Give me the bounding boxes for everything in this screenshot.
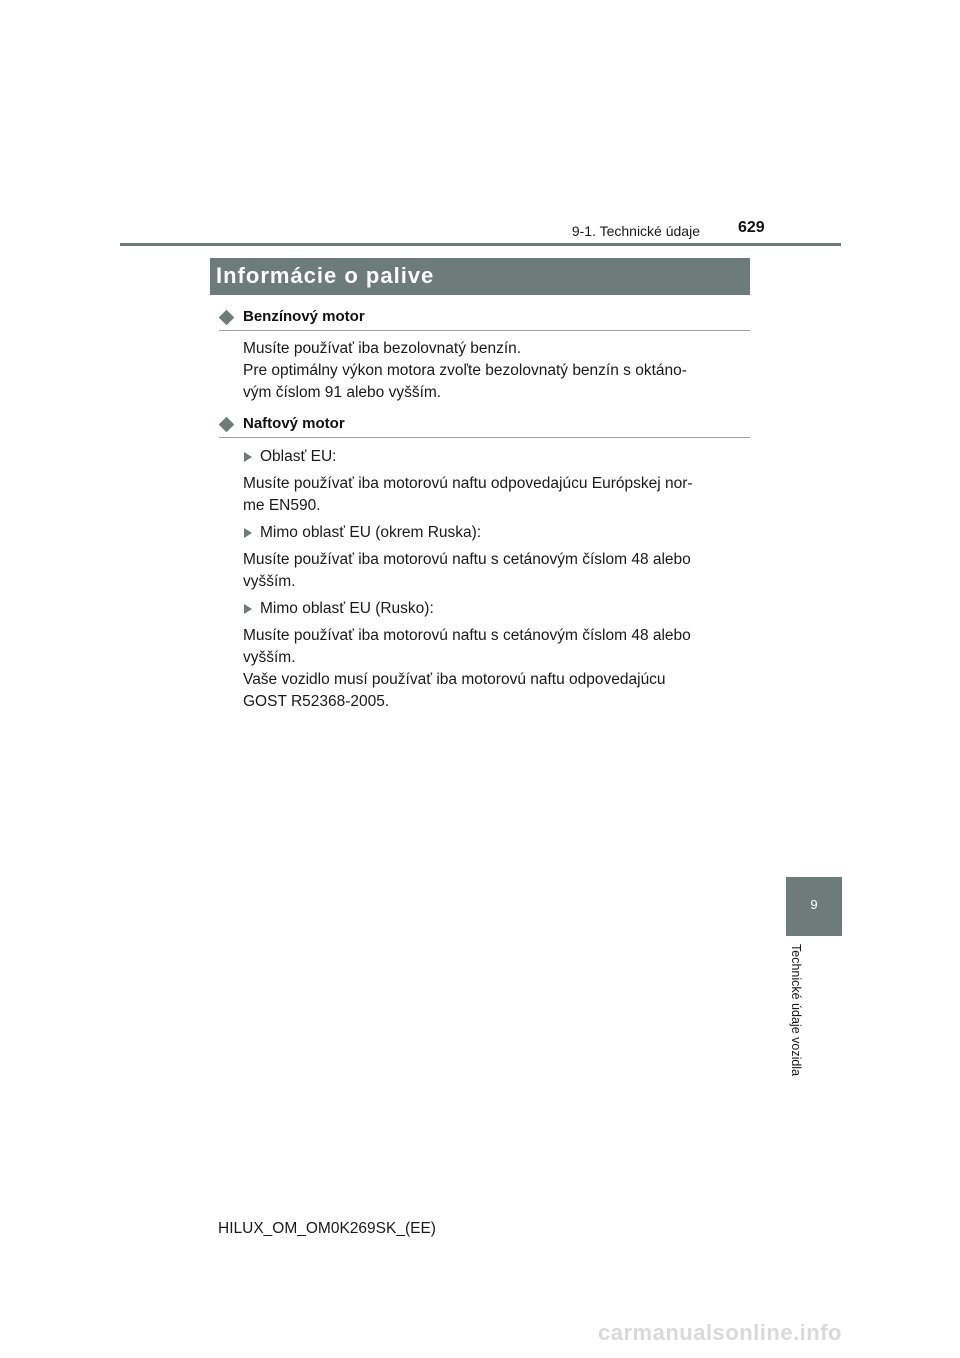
chapter-label: Technické údaje vozidla: [789, 944, 803, 1077]
watermark: carmanualsonline.info: [598, 1320, 842, 1345]
diesel-heading-rule: [219, 437, 750, 438]
diesel-item-label: [243, 522, 745, 544]
gasoline-heading: [219, 307, 749, 331]
gasoline-line: Musíte používať iba bezolovnatý benzín.: [243, 340, 522, 357]
diesel-item-line: vyšším.: [243, 649, 296, 666]
diesel-item-label: [243, 598, 745, 620]
diesel-heading-text: Naftový motor: [243, 415, 345, 432]
section-label: 9-1. Technické údaje: [571, 223, 700, 239]
diesel-heading: [219, 414, 749, 438]
chapter-tab: [786, 877, 842, 936]
title-bar: [210, 258, 750, 295]
diesel-item-label-text: Mimo oblasť EU (Rusko):: [260, 600, 434, 617]
document-code: HILUX_OM_OM0K269SK_(EE): [218, 1220, 436, 1237]
gasoline-heading-rule: [219, 330, 750, 331]
gasoline-line: vým číslom 91 alebo vyšším.: [243, 384, 442, 401]
triangle-bullet-icon: [244, 528, 252, 538]
diesel-item-line: GOST R52368-2005.: [243, 693, 390, 710]
diesel-item-label-text: Oblasť EU:: [260, 448, 337, 465]
chapter-number: 9: [810, 897, 818, 912]
diamond-bullet-icon: [219, 417, 235, 433]
diesel-item-line: me EN590.: [243, 497, 321, 514]
diesel-item-label: [243, 446, 745, 468]
diesel-item-line: Musíte používať iba motorovú naftu odpovedajúcu Európskej nor-: [243, 475, 693, 492]
header-divider: [120, 243, 841, 246]
diesel-item-label-text: Mimo oblasť EU (okrem Ruska):: [260, 524, 482, 541]
diesel-item-line: Musíte používať iba motorovú naftu s cetánovým číslom 48 alebo: [243, 627, 691, 644]
gasoline-line: Pre optimálny výkon motora zvoľte bezolovnatý benzín s oktáno-: [243, 362, 687, 379]
triangle-bullet-icon: [244, 452, 252, 462]
triangle-bullet-icon: [244, 604, 252, 614]
diesel-item-line: Vaše vozidlo musí používať iba motorovú naftu odpovedajúcu: [243, 671, 666, 688]
page-title: Informácie o palive: [216, 263, 435, 288]
diamond-bullet-icon: [219, 310, 235, 326]
gasoline-heading-text: Benzínový motor: [243, 308, 365, 325]
page-number: 629: [738, 219, 765, 236]
diesel-item-line: Musíte používať iba motorovú naftu s cetánovým číslom 48 alebo: [243, 551, 691, 568]
diesel-item-line: vyšším.: [243, 573, 296, 590]
